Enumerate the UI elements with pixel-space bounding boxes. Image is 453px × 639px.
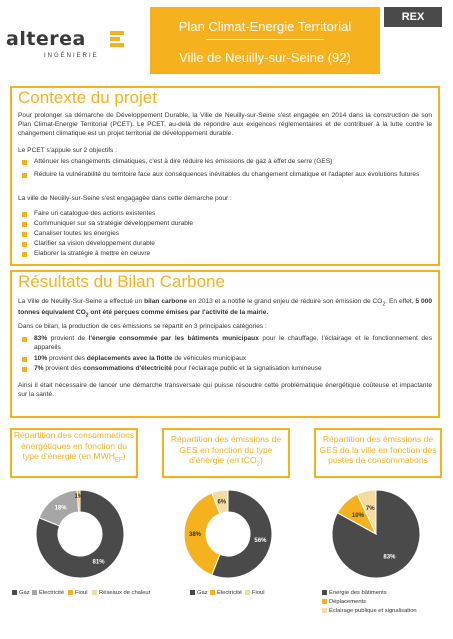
subscript: 2 (382, 301, 386, 308)
legend-swatch (12, 590, 17, 595)
legend-swatch (92, 590, 97, 595)
legend-swatch (190, 590, 195, 595)
text-run: provient des (43, 365, 84, 372)
legend-item (210, 590, 242, 596)
chart-3-title-box (314, 428, 442, 478)
chart-title-text: Répartition des consommations énergétiques en fonction du type d'énergie (en MWH (13, 430, 135, 462)
logo-subtitle: INGÉNIERIE (44, 53, 99, 59)
chart-1-legend (12, 590, 152, 600)
resultats-paragraph-2: Dans ce bilan, la production de ces émissions se répartit en 3 principales catégories : (18, 323, 267, 330)
legend-label: Électricité (217, 590, 243, 597)
slice-data-label: 18% (54, 505, 67, 512)
objective-item: Réduire la vulnérabilité du territoire face aux conséquences inévitables du changement climatique et l'adapter aux évolutions futures (34, 171, 420, 178)
chart-2-legend (190, 590, 290, 600)
bullet-icon (22, 337, 27, 342)
legend-label: Fioul (252, 590, 265, 597)
slice-data-label: 7% (365, 506, 375, 513)
text-run-bold: 5 000 tonnes équivalent CO (18, 298, 432, 317)
goal-item: Clarifier sa vision développement durable (34, 240, 155, 247)
legend-label: Déplacements (329, 599, 367, 606)
section-resultats (10, 270, 440, 418)
objective-item: Atténuer les changements climatiques, c'est à dire réduire les émissions de gaz à effet de serre (GES) (34, 158, 333, 165)
subscript: 2 (85, 312, 89, 319)
page-subtitle: Ville de Neuilly-sur-Seine (92) (179, 50, 351, 65)
legend-item (32, 590, 64, 596)
text-run-bold: l'énergie consommée par les bâtiments municipaux (88, 335, 259, 342)
text-run: provient des (47, 355, 87, 362)
text-run: . En effet, (385, 298, 416, 305)
legend-swatch (322, 599, 327, 604)
slice-data-label: 6% (217, 499, 227, 506)
goal-item: Communiquer sur sa stratégie développement durable (34, 220, 194, 227)
legend-label: Fioul (75, 590, 88, 597)
chart-title-text: ) (260, 455, 263, 466)
text-run: provient de (47, 335, 89, 342)
category-item (34, 365, 432, 374)
chart-2-title (164, 434, 288, 471)
legend-item (92, 590, 151, 596)
legend-item (245, 590, 265, 596)
legend-item (322, 608, 417, 614)
bullet-icon (22, 242, 27, 247)
legend-label: Gaz (19, 590, 30, 597)
text-run: pour l'éclairage public et la signalisation lumineuse (171, 365, 322, 372)
bullet-icon (22, 173, 27, 178)
goal-item: Elaborer la stratégie à mettre en oeuvre (34, 250, 151, 257)
legend-label: Réseaux de chaleur (99, 590, 151, 597)
chart-2-donut (168, 484, 288, 584)
slice-data-label: 38% (188, 532, 202, 538)
legend-label: Éclairage publique et signalisation (329, 608, 417, 615)
text-run-bold: ont été perçues comme émises par l'activité de la mairie. (88, 309, 269, 317)
category-item (34, 355, 432, 364)
legend-label: Électricité (39, 590, 65, 597)
chart-2-title-box (162, 428, 290, 478)
contexte-paragraph-2: Le PCET s'appuie sur 2 objectifs : (18, 147, 117, 154)
bullet-icon (22, 232, 27, 237)
chart-title-text: Répartition des émissions de GES en fonction du type d'énergie (en tCO (170, 434, 282, 466)
bullet-icon (22, 357, 27, 362)
text-run-bold: déplacements avec la flotte (86, 355, 173, 362)
alterea-logo (6, 28, 134, 64)
chart-3-title: Répartition des émissions de GES de la ville en fonction des postes de consommations (319, 434, 437, 466)
chart-title-text: ) (122, 451, 126, 462)
slice-data-label: 83% (383, 554, 396, 561)
legend-swatch (210, 590, 215, 595)
legend-swatch (322, 608, 327, 613)
legend-item (322, 590, 387, 596)
legend-label: Énergie des bâtiments (329, 590, 387, 597)
text-run: La Ville de Neuilly-Sur-Seine a effectué un (18, 298, 145, 305)
text-run-bold: consommations d'électricité (83, 365, 172, 372)
page-header (0, 0, 453, 80)
resultats-paragraph-1 (18, 298, 432, 320)
bullet-icon (22, 160, 27, 165)
logo-word: alterea (6, 28, 86, 50)
bullet-icon (22, 367, 27, 372)
chart-1-title-box (10, 428, 138, 478)
legend-item (68, 590, 88, 596)
goal-item: Faire un catalogue des actions existentes (34, 210, 156, 217)
section-contexte (10, 86, 440, 266)
legend-item (12, 590, 30, 596)
title-divider (206, 39, 324, 40)
chart-title-subscript: EF (114, 457, 123, 464)
text-run-bold: 7% (34, 365, 44, 372)
text-run: pour le chauffage, l'éclairage et le fonctionnement des appareils (34, 335, 433, 351)
logo-mark-icon (110, 31, 124, 47)
chart-3-legend (322, 590, 447, 620)
section-title-resultats: Résultats du Bilan Carbone (18, 272, 225, 291)
legend-swatch (32, 590, 37, 595)
chart-title-subscript: 2 (256, 461, 261, 468)
chart-1-title (12, 430, 136, 467)
title-banner (150, 7, 380, 74)
category-item (34, 335, 432, 353)
text-run-bold: bilan carbone (144, 298, 188, 305)
legend-item (322, 599, 366, 605)
goal-item: Canaliser toutes les énergies (34, 230, 120, 237)
page-title: Plan Climat-Energie Territorial (178, 19, 352, 34)
slice-data-label: 10% (351, 512, 364, 519)
chart-1-donut (20, 484, 140, 584)
resultats-paragraph-3: Ainsi il était nécessaire de lancer une démarche transversale qui puisse résoudre cette problématique énergétique coûteuse et impactante sur la santé. (18, 382, 432, 398)
bullet-icon (22, 222, 27, 227)
bullet-icon (22, 252, 27, 257)
chart-3-pie (316, 484, 436, 584)
rex-badge: REX (384, 7, 442, 27)
section-title-contexte: Contexte du projet (18, 88, 157, 107)
legend-label: Gaz (197, 590, 208, 597)
contexte-paragraph-3: La ville de Neuilly-sur-Seine s'est engagagée dans cette démarche pour : (18, 195, 232, 202)
slice-data-label: 81% (92, 559, 105, 566)
text-run: de véhicules municipaux (172, 355, 247, 362)
legend-swatch (322, 590, 327, 595)
text-run-bold: 83% (34, 335, 48, 342)
text-run: en 2013 et a notifié le grand enjeu de réduire son émission de CO (187, 298, 383, 305)
contexte-paragraph-1: Pour prolonger sa démarche de Développement Durable, la Ville de Neuilly-sur-Seine s'est engagée en 2014 dans la construction de son Plan Climat-Energie Territorial (PCET). Le PCET, au-delà de répondre aux exigences réglementaires et de contribuer à la lutte contre le changement climatique est un projet territorial de développement durable. (18, 112, 432, 137)
slice-data-label: 1% (74, 494, 84, 501)
bullet-icon (22, 212, 27, 217)
legend-swatch (245, 590, 250, 595)
legend-item (190, 590, 208, 596)
text-run-bold: 10% (34, 355, 48, 362)
legend-swatch (68, 590, 73, 595)
slice-data-label: 56% (254, 538, 267, 545)
